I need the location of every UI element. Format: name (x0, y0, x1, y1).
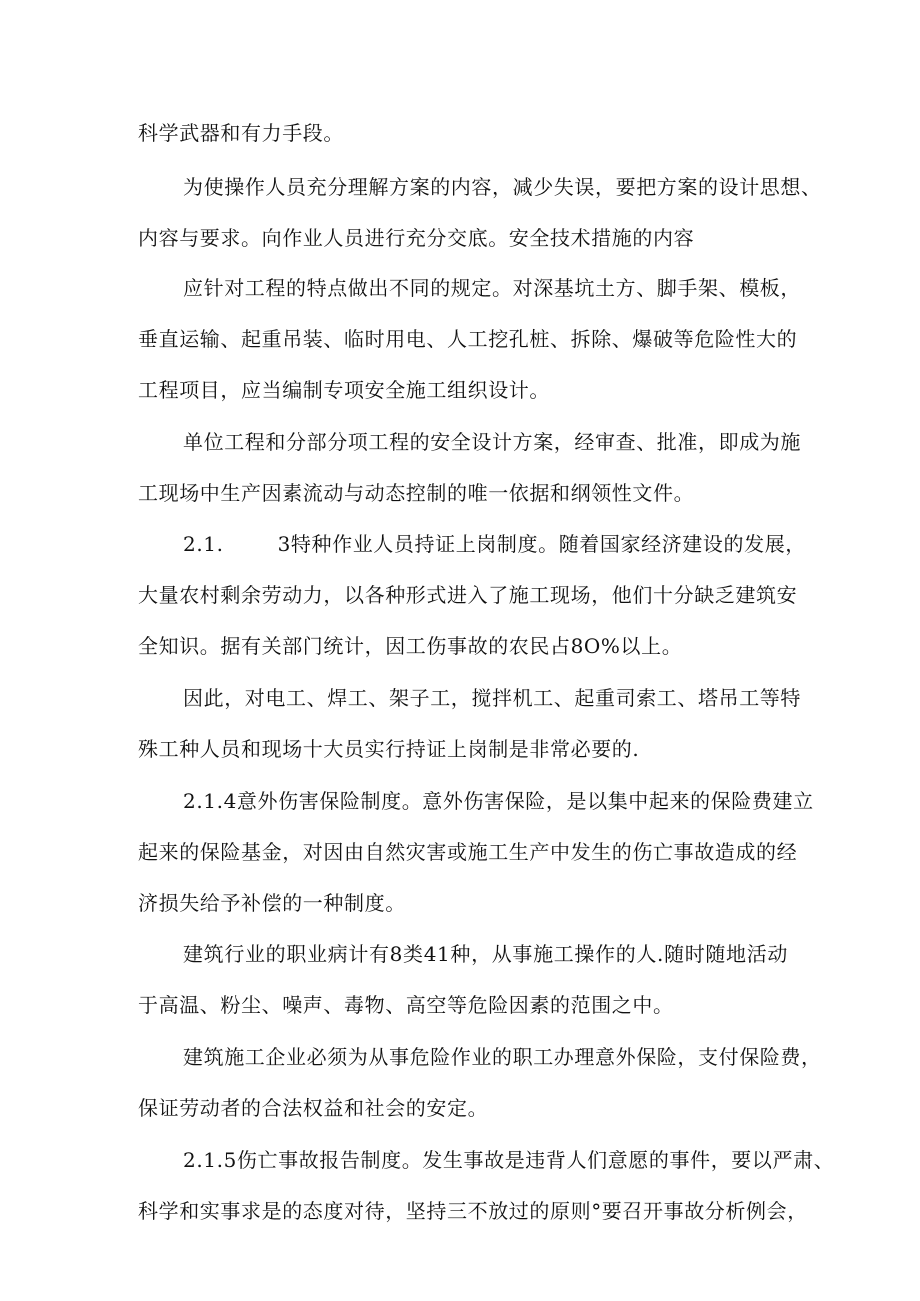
text-line: 大量农村剩余劳动力，以各种形式进入了施工现场，他们十分缺乏建筑安 (138, 583, 798, 607)
text-line: 起来的保险基金，对因由自然灾害或施工生产中发生的伤亡事故造成的经 (138, 840, 798, 864)
text-line: 科学武器和有力手段。 (138, 121, 344, 145)
text-segment: 3特种作业人员持证上岗制度。随着国家经济建设的发展， (277, 532, 806, 556)
text-line: 因此，对电工、焊工、架子工，搅拌机工、起重司索工、塔吊工等特 (183, 686, 801, 710)
text-line: 内容与要求。向作业人员进行充分交底。安全技术措施的内容 (138, 226, 695, 250)
text-line: 保证劳动者的合法权益和社会的安定。 (138, 1096, 489, 1120)
text-line: 为使操作人员充分理解方案的内容，减少失误，要把方案的设计思想、 (183, 175, 822, 199)
text-line: 科学和实事求是的态度对待，坚持三不放过的原则°要召开事故分析例会， (138, 1199, 808, 1223)
section-number: 2.1. (183, 532, 224, 556)
text-line: 2.1.5伤亡事故报告制度。发生事故是违背人们意愿的事件，要以严肃、 (183, 1148, 835, 1172)
text-line: 殊工种人员和现场十大员实行持证上岗制是非常必要的. (138, 737, 640, 761)
text-line: 全知识。据有关部门统计，因工伤事故的农民占8O%以上。 (138, 634, 683, 658)
text-line: 济损失给予补偿的一种制度。 (138, 891, 406, 915)
text-line: 于高温、粉尘、噪声、毒物、高空等危险因素的范围之中。 (138, 993, 674, 1017)
text-line: 建筑施工企业必须为从事危险作业的职工办理意外保险，支付保险费， (183, 1045, 822, 1069)
text-line: 2.1.4意外伤害保险制度。意外伤害保险，是以集中起来的保险费建立 (183, 789, 814, 813)
text-line: 工现场中生产因素流动与动态控制的唯一依据和纲领性文件。 (138, 481, 695, 505)
text-line: 应针对工程的特点做出不同的规定。对深基坑土方、脚手架、模板， (183, 276, 801, 300)
text-line (183, 530, 806, 558)
text-line: 垂直运输、起重吊装、临时用电、人工挖孔桩、拆除、爆破等危险性大的 (138, 327, 798, 351)
text-line: 建筑行业的职业病计有8类41种，从事施工操作的人.随时随地活动 (183, 942, 788, 966)
text-line: 单位工程和分部分项工程的安全设计方案，经审查、批准，即成为施 (183, 430, 801, 454)
text-line: 工程项目，应当编制专项安全施工组织设计。 (138, 378, 550, 402)
